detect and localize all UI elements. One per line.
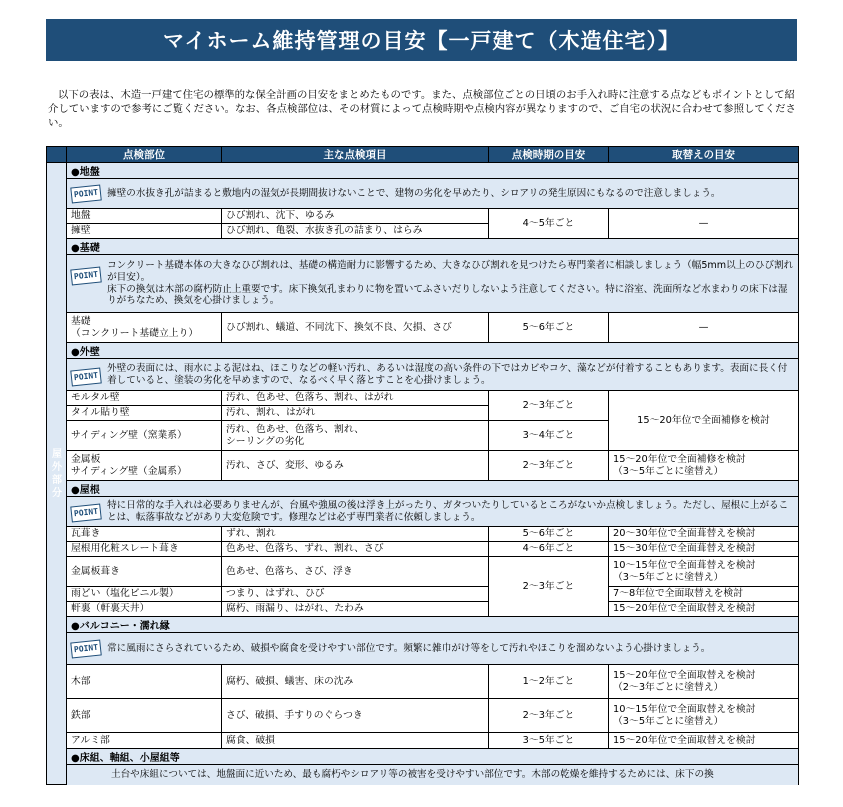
cell-part-line2: サイディング壁（金属系）	[71, 465, 187, 477]
cell-items: つまり、はずれ、ひび	[222, 587, 489, 602]
cell-replace-line1: 15～20年位で全面取替えを検討	[613, 670, 756, 681]
table-row	[47, 451, 799, 481]
cell-replace: 15～20年位で全面取替えを検討	[609, 733, 799, 749]
point-badge: POINT	[70, 367, 102, 386]
cell-items	[222, 421, 489, 451]
maintenance-table	[46, 146, 799, 785]
section-walls-title	[47, 343, 799, 359]
cell-part: モルタル壁	[67, 391, 222, 406]
header-timing: 点検時期の目安	[489, 147, 609, 163]
cell-part: 擁壁	[67, 224, 222, 239]
cell-part-line2: （コンクリート基礎立上り）	[71, 327, 199, 339]
cell-items-line1: 汚れ、色あせ、色落ち、割れ、	[226, 424, 365, 435]
side-label-text	[51, 448, 63, 500]
cell-timing: 2～3年ごと	[489, 451, 609, 481]
point-row	[47, 255, 799, 313]
point-text: 外壁の表面には、雨水による泥はね、ほこりなどの軽い汚れ、あるいは湿度の高い条件の下ではカビやコケ、藻などが付着することもあります。表面に長く付着していると、塗装の劣化を早めますので、なるべく早く落とすことを心掛けましょう。	[107, 362, 788, 386]
section-title: ●バルコニー・濡れ縁	[67, 617, 799, 633]
cell-replace-line2: （3～5年ごとに塗替え）	[613, 465, 724, 477]
header-part: 点検部位	[67, 147, 222, 163]
cell-timing: 2～3年ごと	[489, 391, 609, 421]
cell-part: 金属板葺き	[67, 557, 222, 587]
table-row	[47, 527, 799, 542]
cell-replace	[609, 665, 799, 699]
cell-items: さび、破損、手すりのぐらつき	[222, 699, 489, 733]
cell-replace	[609, 557, 799, 587]
section-balcony-title	[47, 617, 799, 633]
cell-replace	[609, 699, 799, 733]
cell-timing: 2～3年ごと	[489, 699, 609, 733]
cell-part: 木部	[67, 665, 222, 699]
cell-part: 地盤	[67, 209, 222, 224]
cell-replace	[609, 451, 799, 481]
table-row	[47, 602, 799, 617]
cell-part: アルミ部	[67, 733, 222, 749]
section-roof-title	[47, 481, 799, 497]
section-title: ●外壁	[67, 343, 799, 359]
cell-timing: 5～6年ごと	[489, 527, 609, 542]
side-label-char: 屋	[52, 449, 62, 460]
page-title: マイホーム維持管理の目安【一戸建て（木造住宅）】	[46, 19, 797, 61]
section-title: ●基礎	[67, 239, 799, 255]
point-badge: POINT	[70, 267, 102, 286]
point-badge: POINT	[70, 503, 102, 522]
point-text: 擁壁の水抜き孔が詰まると敷地内の湿気が長期間抜けないことで、建物の劣化を早めたり、シロアリの発生原因にもなるので注意しましょう。	[107, 187, 721, 199]
cell-timing: 4～6年ごと	[489, 542, 609, 557]
point-text: 常に風雨にさらされているため、破損や腐食を受けやすい部位です。頻繁に雑巾がけ等をして汚れやほこりを溜めないよう心掛けましょう。	[107, 642, 711, 654]
header-items: 主な点検項目	[222, 147, 489, 163]
cell-replace-line1: 15～20年位で全面補修を検討	[613, 454, 746, 465]
header-replace: 取替えの目安	[609, 147, 799, 163]
cell-part	[67, 313, 222, 343]
cell-timing: 2～3年ごと	[489, 557, 609, 617]
point-row	[47, 497, 799, 527]
point-text-1: コンクリート基礎本体の大きなひび割れは、基礎の構造耐力に影響するため、大きなひび割れを見つけたら専門業者に相談しましょう（幅5mm以上のひび割れが目安）。	[107, 260, 794, 283]
cell-replace-line1: 10～15年位で全面葺替えを検討	[613, 560, 756, 571]
section-ground-title	[47, 163, 799, 179]
cell-items: 汚れ、色あせ、色落ち、割れ、はがれ	[222, 391, 489, 406]
cell-part: 屋根用化粧スレート葺き	[67, 542, 222, 557]
cell-items: 腐食、破損	[222, 733, 489, 749]
cell-replace: 20～30年位で全面葺替えを検討	[609, 527, 799, 542]
cell-items-line2: シーリングの劣化	[226, 435, 305, 447]
cell-items: ずれ、割れ	[222, 527, 489, 542]
header-side	[47, 147, 67, 163]
cell-part-line1: 金属板	[71, 454, 101, 465]
point-badge: POINT	[70, 185, 102, 204]
table-row	[47, 313, 799, 343]
cell-part: 軒裏（軒裏天井）	[67, 602, 222, 617]
point-row	[47, 179, 799, 209]
table-row	[47, 733, 799, 749]
cell-items: ひび割れ、蟻道、不同沈下、換気不良、欠損、さび	[222, 313, 489, 343]
section-floor-title	[47, 749, 799, 765]
cell-part: サイディング壁（窯業系）	[67, 421, 222, 451]
table-row	[47, 542, 799, 557]
point-text: 土台や床組については、地盤面に近いため、最も腐朽やシロアリ等の被害を受けやすい部位です。木部の乾燥を維持するためには、床下の換	[67, 765, 799, 785]
cell-items: 色あせ、色落ち、さび、浮き	[222, 557, 489, 587]
point-row	[47, 633, 799, 665]
cell-replace-line2: （3～5年ごとに塗替え）	[613, 571, 724, 583]
point-badge: POINT	[70, 640, 102, 659]
intro-text	[48, 88, 796, 130]
cell-part: タイル貼り壁	[67, 406, 222, 421]
cell-items: ひび割れ、沈下、ゆるみ	[222, 209, 489, 224]
point-row	[47, 359, 799, 391]
point-text-2: 床下の換気は木部の腐朽防止上重要です。床下換気孔まわりに物を置いてふさいだりしないよう注意してください。特に浴室、洗面所など水まわりの床下は湿りがちなため、換気を心掛けましょう。	[107, 283, 788, 307]
table-row	[47, 699, 799, 733]
cell-replace-line2: （3～5年ごとに塗替え）	[613, 715, 724, 727]
cell-replace-line2: （2～3年ごとに塗替え）	[613, 681, 724, 693]
cell-timing: 4～5年ごと	[489, 209, 609, 239]
side-label-chars	[51, 448, 63, 500]
cell-timing: 3～4年ごと	[489, 421, 609, 451]
cell-replace: 15～20年位で全面取替えを検討	[609, 602, 799, 617]
cell-part: 雨どい（塩化ビニル製）	[67, 587, 222, 602]
cell-replace: 15～20年位で全面補修を検討	[609, 391, 799, 451]
cell-replace: —	[609, 313, 799, 343]
table-row	[47, 209, 799, 224]
cell-replace: —	[609, 209, 799, 239]
cell-items: 汚れ、さび、変形、ゆるみ	[222, 451, 489, 481]
cell-replace-line1: 10～15年位で全面取替えを検討	[613, 704, 756, 715]
intro-paragraph: 以下の表は、木造一戸建て住宅の標準的な保全計画の目安をまとめたものです。また、点検部位ごとの日頃のお手入れ時に注意する点などもポイントとして紹介していますので参考にご覧ください。なお、各点検部位は、その材質によって点検時期や点検内容が異なりますので、ご自宅の状況に合わせて参照してください。	[48, 89, 796, 129]
point-text	[107, 260, 794, 306]
cell-timing: 5～6年ごと	[489, 313, 609, 343]
cell-replace: 15～30年位で全面葺替えを検討	[609, 542, 799, 557]
cell-part	[67, 451, 222, 481]
cell-items: 汚れ、割れ、はがれ	[222, 406, 489, 421]
section-title: ●床組、軸組、小屋組等	[67, 749, 799, 765]
section-foundation-title	[47, 239, 799, 255]
point-text: 特に日常的な手入れは必要ありませんが、台風や強風の後は浮き上がったり、ガタついたりしているところがないか点検しましょう。ただし、屋根に上がることは、転落事故などがあり大変危険です。修理などは必ず専門業者に依頼しましょう。	[107, 499, 789, 523]
section-title: ●屋根	[67, 481, 799, 497]
cell-part-line1: 基礎	[71, 316, 91, 327]
point-row	[47, 765, 799, 785]
cell-items: 腐朽、雨漏り、はがれ、たわみ	[222, 602, 489, 617]
side-label-outdoor	[47, 163, 67, 785]
cell-timing: 1～2年ごと	[489, 665, 609, 699]
side-label-char: 分	[52, 488, 62, 499]
table-row	[47, 391, 799, 406]
cell-replace: 7～8年位で全面取替えを検討	[609, 587, 799, 602]
table-row	[47, 665, 799, 699]
cell-part: 瓦葺き	[67, 527, 222, 542]
cell-items: 腐朽、破損、蟻害、床の沈み	[222, 665, 489, 699]
cell-timing: 3～5年ごと	[489, 733, 609, 749]
cell-items: 色あせ、色落ち、ずれ、割れ、さび	[222, 542, 489, 557]
section-title: ●地盤	[67, 163, 799, 179]
side-label-char: 部	[52, 475, 62, 486]
table-row	[47, 587, 799, 602]
table-row	[47, 557, 799, 587]
table-header	[47, 147, 799, 163]
side-label-char: 外	[52, 462, 62, 473]
cell-items: ひび割れ、亀裂、水抜き孔の詰まり、はらみ	[222, 224, 489, 239]
cell-part: 鉄部	[67, 699, 222, 733]
